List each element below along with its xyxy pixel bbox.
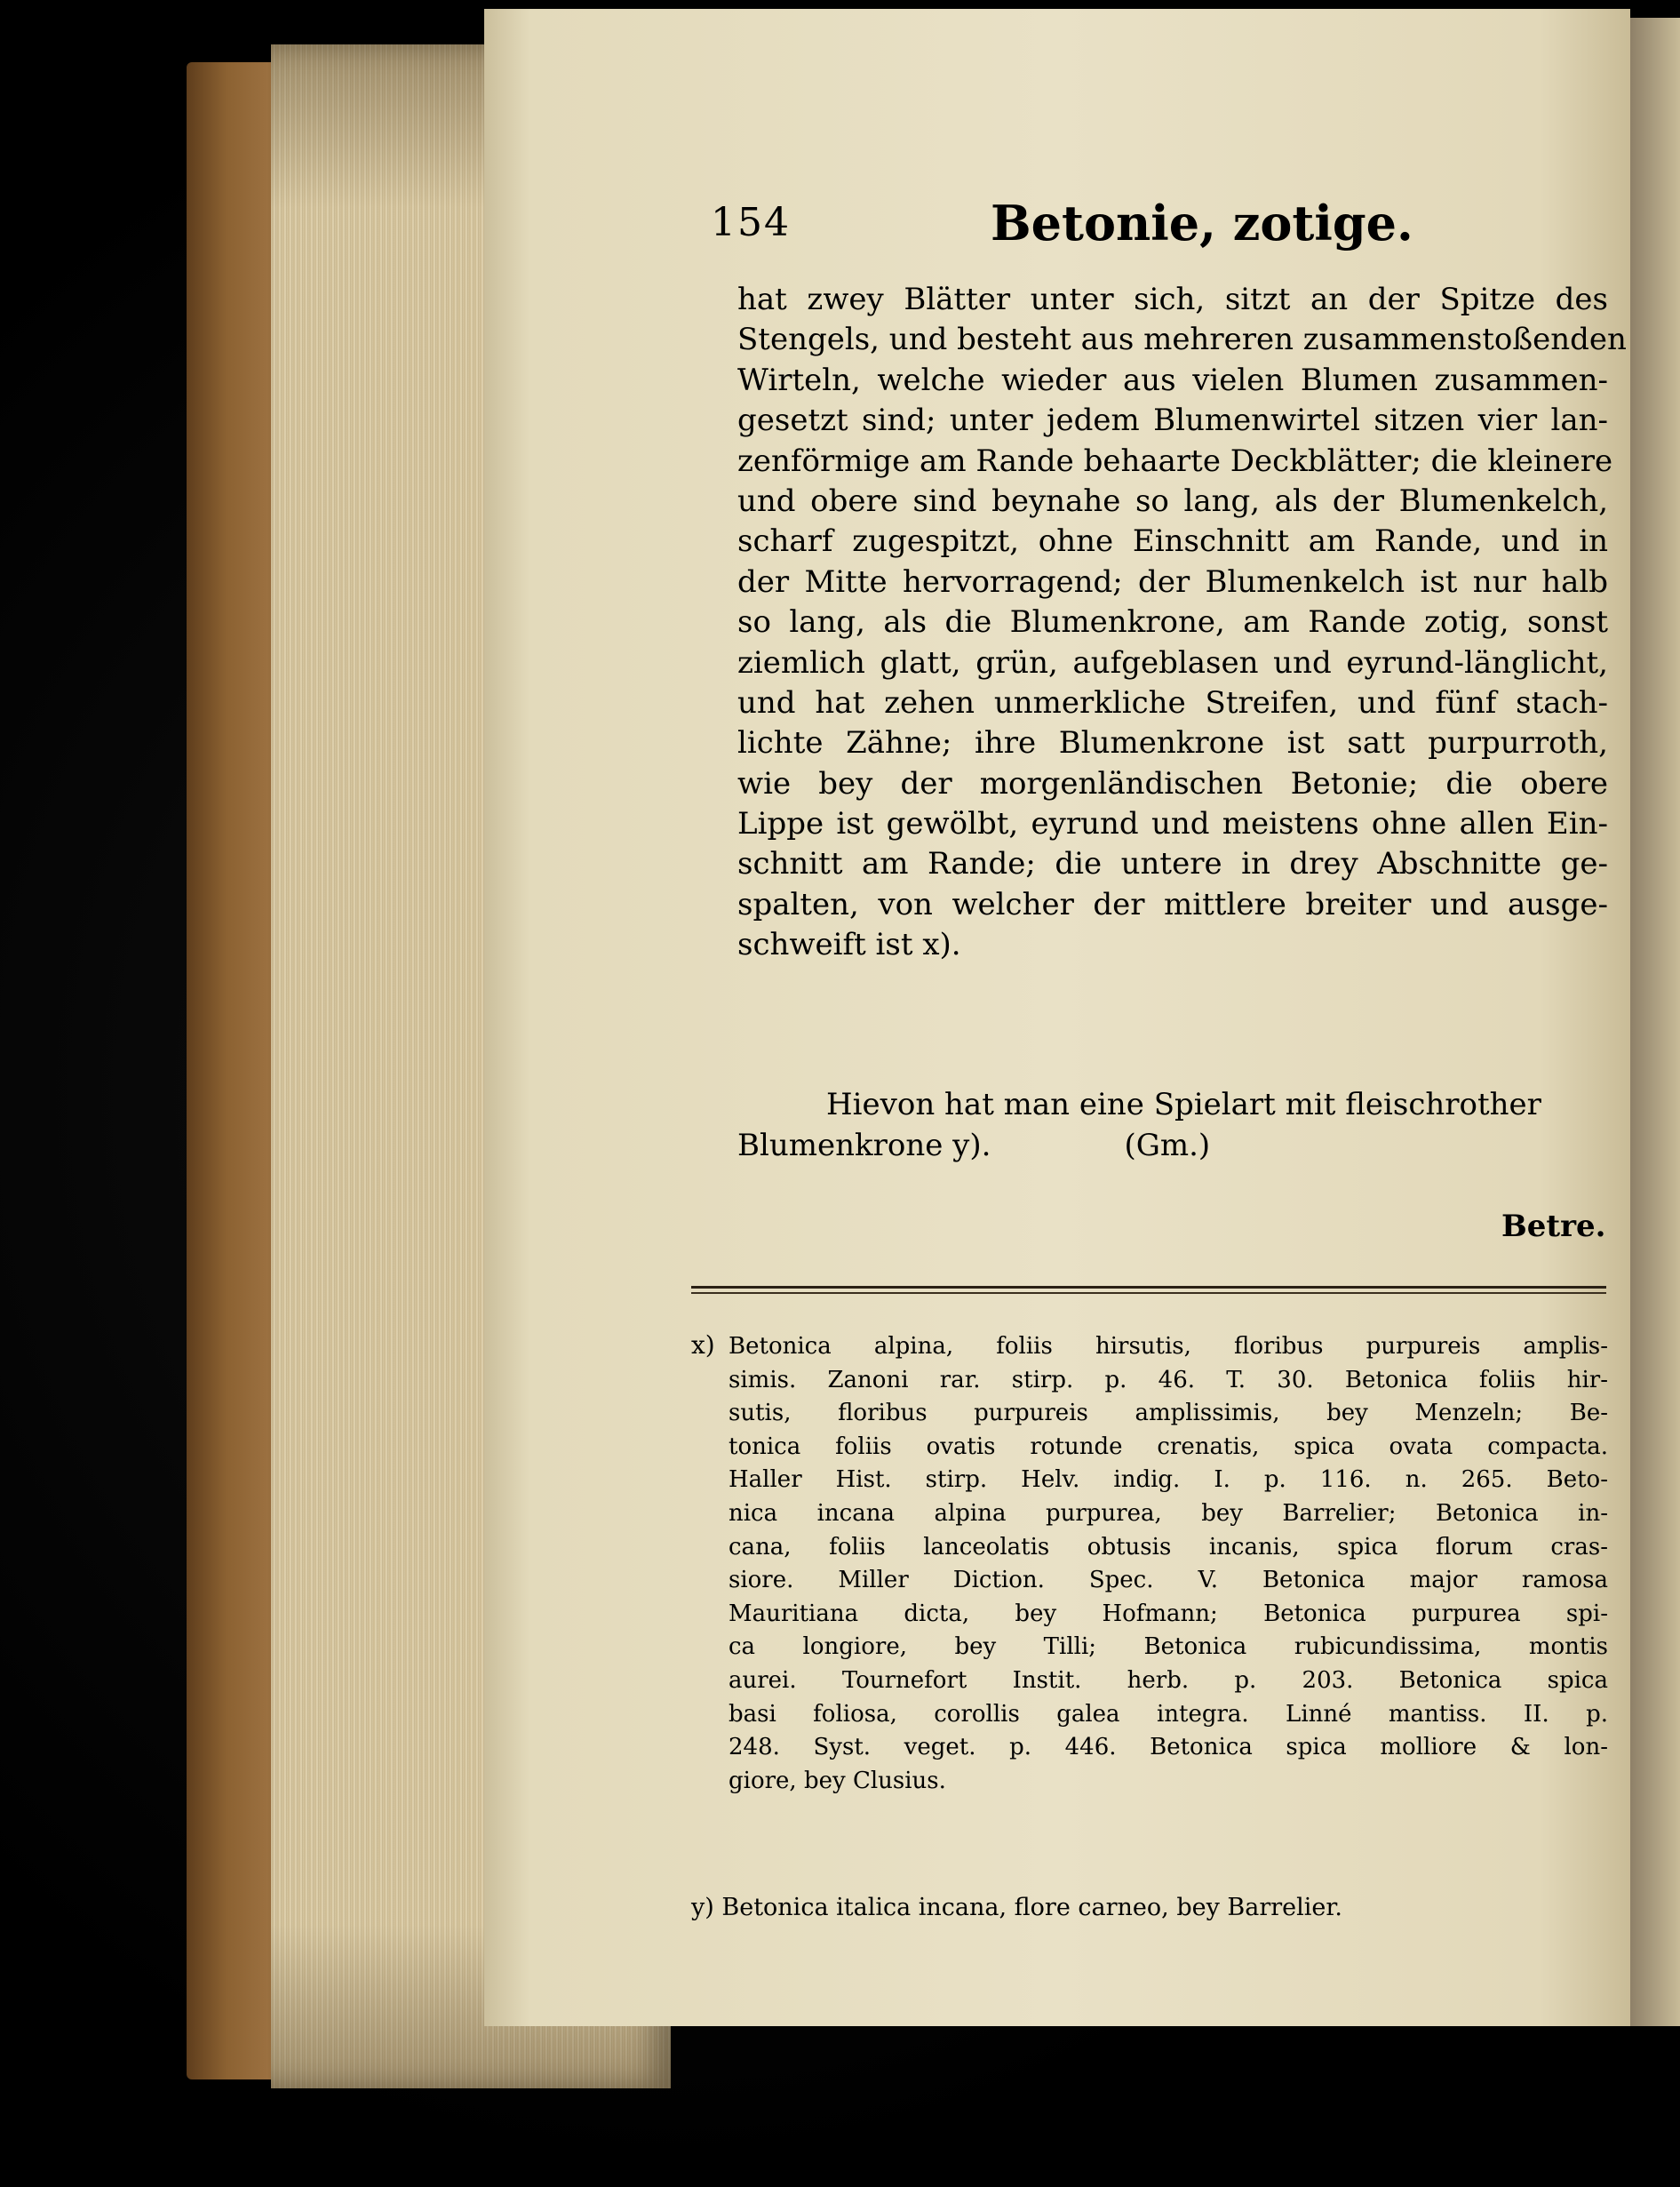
footnote-x xyxy=(729,1330,1608,1798)
text-line: der Mitte hervorragend; der Blumenkelch ist nur halb xyxy=(737,563,1608,600)
text-line: und hat zehen unmerkliche Streifen, und fünf stach- xyxy=(737,684,1608,721)
footnote-rule xyxy=(691,1286,1606,1289)
text-fragment: Blumenkrone y). xyxy=(737,1128,991,1163)
text-line: schnitt am Rande; die untere in drey Abschnitte ge- xyxy=(737,846,1608,882)
text-line: Lippe ist gewölbt, eyrund und meistens ohne allen Ein- xyxy=(737,806,1608,842)
footnote-line: sutis, floribus purpureis amplissimis, bey Menzeln; Be- xyxy=(729,1400,1608,1427)
footnote-line: giore, bey Clusius. xyxy=(729,1767,946,1794)
page-number: 154 xyxy=(711,200,791,245)
text-line: ziemlich glatt, grün, aufgeblasen und eyrund-länglicht, xyxy=(737,644,1608,681)
second-paragraph xyxy=(737,1084,1608,1166)
footnote-line: Haller Hist. stirp. Helv. indig. I. p. 116. n. 265. Beto- xyxy=(729,1466,1608,1494)
catchword: Betre. xyxy=(1501,1209,1606,1244)
footnote-line: cana, foliis lanceolatis obtusis incanis, spica florum cras- xyxy=(729,1533,1608,1560)
footnote-line: siore. Miller Diction. Spec. V. Betonica major ramosa xyxy=(729,1567,1608,1594)
facing-page-edge xyxy=(1630,18,1680,2026)
text-line: Wirteln, welche wieder aus vielen Blumen zusammen- xyxy=(737,362,1608,398)
footnote-line: 248. Syst. veget. p. 446. Betonica spica molliore & lon- xyxy=(729,1734,1608,1761)
footnote-line: tonica foliis ovatis rotunde crenatis, spica ovata compacta. xyxy=(729,1433,1608,1460)
footnote-y: y) Betonica italica incana, flore carneo, bey Barrelier. xyxy=(691,1894,1342,1921)
text-line: scharf zugespitzt, ohne Einschnitt am Rande, und in xyxy=(737,523,1608,560)
main-paragraph xyxy=(737,280,1627,966)
text-line: so lang, als die Blumenkrone, am Rande zotig, sonst xyxy=(737,604,1608,641)
text-line xyxy=(737,1125,1608,1166)
running-head: Betonie, zotige. xyxy=(991,195,1413,251)
text-line: und obere sind beynahe so lang, als der Blumenkelch, xyxy=(737,483,1608,519)
text-line: hat zwey Blätter unter sich, sitzt an der Spitze des xyxy=(737,282,1608,317)
text-line: schweift ist x). xyxy=(737,927,961,963)
author-signature: (Gm.) xyxy=(1124,1128,1211,1163)
footnote-line: ca longiore, bey Tilli; Betonica rubicundissima, montis xyxy=(729,1633,1608,1661)
footnote-line: aurei. Tournefort Instit. herb. p. 203. Betonica spica xyxy=(729,1666,1608,1694)
footnote-rule-thin xyxy=(691,1292,1606,1294)
footnote-line: nica incana alpina purpurea, bey Barrelier; Betonica in- xyxy=(729,1499,1608,1527)
page-header xyxy=(711,195,1644,262)
text-line: zenförmige am Rande behaarte Deckblätter; die kleinere xyxy=(737,443,1613,479)
text-line: Stengels, und besteht aus mehreren zusammenstoßenden xyxy=(737,322,1627,358)
footnote-line: Mauritiana dicta, bey Hofmann; Betonica purpurea spi- xyxy=(729,1600,1608,1627)
text-line: lichte Zähne; ihre Blumenkrone ist satt purpurroth, xyxy=(737,725,1608,762)
text-line: wie bey der morgenländischen Betonie; die obere xyxy=(737,765,1608,802)
footnote-line: Betonica alpina, foliis hirsutis, floribus purpureis amplis- xyxy=(729,1333,1608,1360)
text-line: gesetzt sind; unter jedem Blumenwirtel sitzen vier lan- xyxy=(737,403,1608,439)
text-line: Hievon hat man eine Spielart mit fleischrother xyxy=(826,1087,1541,1122)
text-line: spalten, von welcher der mittlere breiter und ausge- xyxy=(737,886,1608,922)
footnote-marker-x: x) xyxy=(691,1330,715,1360)
footnote-line: simis. Zanoni rar. stirp. p. 46. T. 30. Betonica foliis hir- xyxy=(729,1366,1608,1393)
footnote-line: basi foliosa, corollis galea integra. Linné mantiss. II. p. xyxy=(729,1700,1608,1728)
